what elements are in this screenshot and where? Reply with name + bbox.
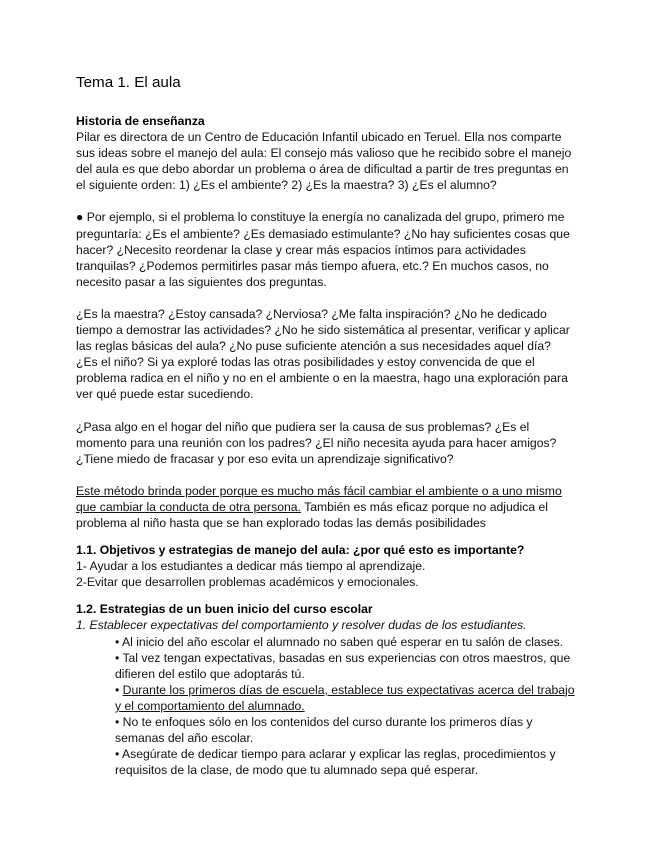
paragraph: ¿Es el niño? Si ya exploré todas las otras posibilidades y estoy convencida de que el problema radica en el niño y no en el ambiente o en la maestra, hago una exploración para ver qué puede estar sucediendo. — [76, 355, 568, 402]
list-line: 1- Ayudar a los estudiantes a dedicar más tiempo al aprendizaje. — [76, 559, 426, 574]
section-heading-1-2: 1.2. Estrategias de un buen inicio del curso escolar — [76, 602, 373, 617]
underlined-text: Este método brinda poder porque es mucho más fácil cambiar el ambiente o a uno mismo que cambiar la conducta de otra persona. — [76, 483, 562, 514]
paragraph-text: También es más eficaz porque no adjudica el problema al niño hasta que se han explorado todas las demás posibilidades — [76, 499, 548, 530]
list-item: • Tal vez tengan expectativas, basadas en sus experiencias con otros maestros, que difieren del estilo que adoptarás tú. — [115, 650, 577, 682]
list-item: • Al inicio del año escolar el alumnado no saben qué esperar en tu salón de clases. — [115, 634, 577, 650]
bullet-list — [76, 634, 577, 779]
section-heading-history: Historia de enseñanza — [76, 114, 205, 128]
paragraph: ¿Es la maestra? ¿Estoy cansada? ¿Nerviosa? ¿Me falta inspiración? ¿No he dedicado tiempo a demostrar las actividades? ¿No he sido sistemática al presentar, verificar y aplicar las reglas básicas del aula? ¿No puse suficiente atención a sus necesidades aquel día? — [76, 306, 570, 354]
page-title: Tema 1. El aula — [76, 74, 181, 91]
list-item: • Asegúrate de dedicar tiempo para aclarar y explicar las reglas, procedimientos y requisitos de la clase, de modo que tu alumnado sepa qué esperar. — [115, 746, 577, 778]
list-item: • No te enfoques sólo en los contenidos del curso durante los primeros días y semanas del año escolar. — [115, 714, 577, 746]
paragraph: ● Por ejemplo, si el problema lo constituye la energía no canalizada del grupo, primero me preguntaría: ¿Es el ambiente? ¿Es demasiado estimulante? ¿No hay suficientes cosas que hacer? ¿Necesito reordenar la clase y crear más espacios íntimos para actividades tranquilas? ¿Podemos permitirles pasar más tiempo afuera, etc.? En muchos casos, no necesito pasar a las siguientes dos preguntas. — [76, 210, 570, 289]
numbered-item: 1. Establecer expectativas del comportamiento y resolver dudas de los estudiantes. — [76, 618, 527, 633]
list-item: • Durante los primeros días de escuela, establece tus expectativas acerca del trabajo y el comportamiento del alumnado. — [115, 682, 577, 714]
paragraph — [76, 483, 577, 531]
list-line: 2-Evitar que desarrollen problemas académicos y emocionales. — [76, 575, 419, 590]
paragraph: ¿Pasa algo en el hogar del niño que pudiera ser la causa de sus problemas? ¿Es el momento para una reunión con los padres? ¿El niño necesita ayuda para hacer amigos? ¿Tiene miedo de fracasar y por eso evita un aprendizaje significativo? — [76, 419, 557, 466]
paragraph: Pilar es directora de un Centro de Educación Infantil ubicado en Teruel. Ella nos comparte sus ideas sobre el manejo del aula: El consejo más valioso que he recibido sobre el manejo del aula es que debo abordar un problema o área de dificultad a partir de tres preguntas en el siguiente orden: 1) ¿Es el ambiente? 2) ¿Es la maestra? 3) ¿Es el alumno? — [76, 130, 572, 193]
section-heading-1-1: 1.1. Objetivos y estrategias de manejo del aula: ¿por qué esto es importante? — [76, 543, 525, 558]
